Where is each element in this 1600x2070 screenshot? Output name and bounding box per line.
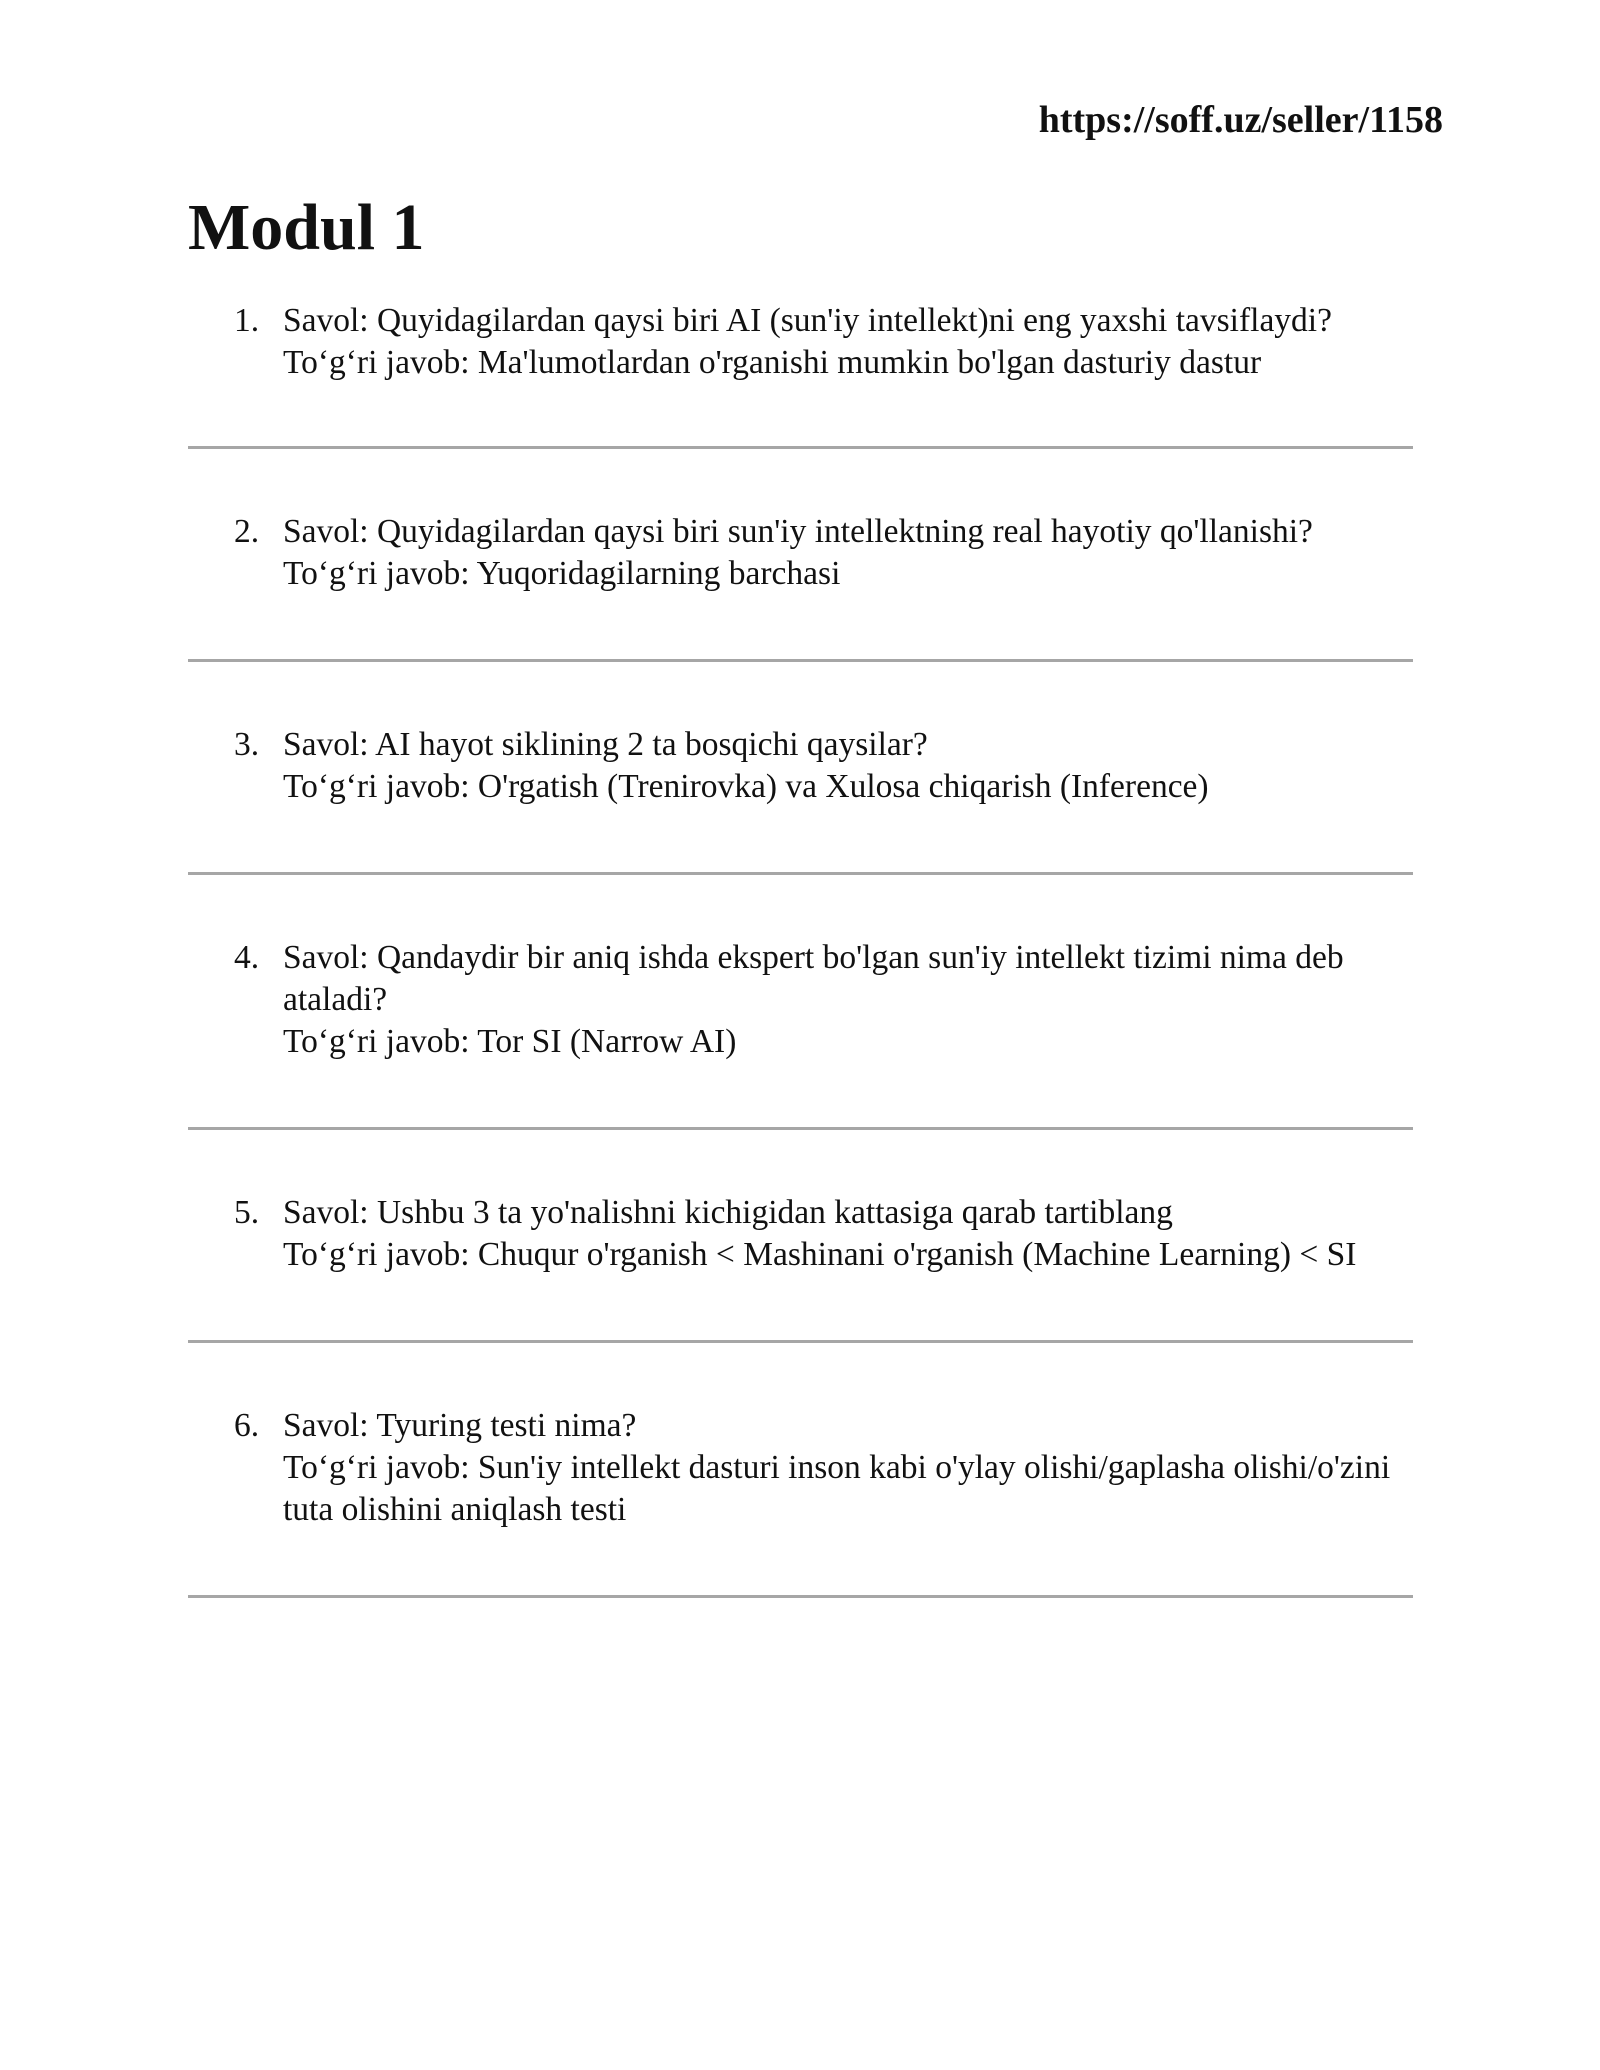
question-number: 4.: [234, 939, 260, 976]
question-item-3: [0, 724, 1600, 875]
question-item-2: [0, 511, 1600, 662]
divider: [188, 446, 1413, 449]
question-number: 1.: [234, 302, 260, 339]
header-url: https://soff.uz/seller/1158: [1038, 99, 1443, 141]
answer-text: To‘g‘ri javob: O'rgatish (Trenirovka) va Xulosa chiqarish (Inference): [283, 768, 1209, 805]
answer-text: To‘g‘ri javob: Yuqoridagilarning barchasi: [283, 555, 841, 592]
question-text: Savol: Qandaydir bir aniq ishda ekspert bo'lgan sun'iy intellekt tizimi nima deb ataladi?: [283, 939, 1344, 1018]
page-title: Modul 1: [188, 191, 425, 264]
question-item-5: [0, 1192, 1600, 1343]
divider: [188, 1340, 1413, 1343]
divider: [188, 1127, 1413, 1130]
question-text: Savol: Quyidagilardan qaysi biri sun'iy intellektning real hayotiy qo'llanishi?: [283, 513, 1313, 550]
question-list: [0, 300, 1600, 1660]
answer-text: To‘g‘ri javob: Chuqur o'rganish < Mashinani o'rganish (Machine Learning) < SI: [283, 1236, 1357, 1273]
question-item-6: [0, 1405, 1600, 1598]
question-item-4: [0, 937, 1600, 1130]
divider: [188, 1595, 1413, 1598]
question-item-1: [0, 300, 1600, 449]
question-number: 5.: [234, 1194, 260, 1231]
divider: [188, 872, 1413, 875]
question-text: Savol: Quyidagilardan qaysi biri AI (sun'iy intellekt)ni eng yaxshi tavsiflaydi?: [283, 302, 1332, 339]
question-text: Savol: AI hayot siklining 2 ta bosqichi qaysilar?: [283, 726, 928, 763]
question-text: Savol: Ushbu 3 ta yo'nalishni kichigidan kattasiga qarab tartiblang: [283, 1194, 1173, 1231]
question-number: 3.: [234, 726, 260, 763]
question-number: 6.: [234, 1407, 260, 1444]
question-number: 2.: [234, 513, 260, 550]
divider: [188, 659, 1413, 662]
answer-text: To‘g‘ri javob: Ma'lumotlardan o'rganishi mumkin bo'lgan dasturiy dastur: [283, 344, 1262, 381]
answer-text: To‘g‘ri javob: Sun'iy intellekt dasturi inson kabi o'ylay olishi/gaplasha olishi/o'zini tuta olishini aniqlash testi: [283, 1449, 1391, 1528]
question-text: Savol: Tyuring testi nima?: [283, 1407, 637, 1444]
answer-text: To‘g‘ri javob: Tor SI (Narrow AI): [283, 1023, 737, 1060]
